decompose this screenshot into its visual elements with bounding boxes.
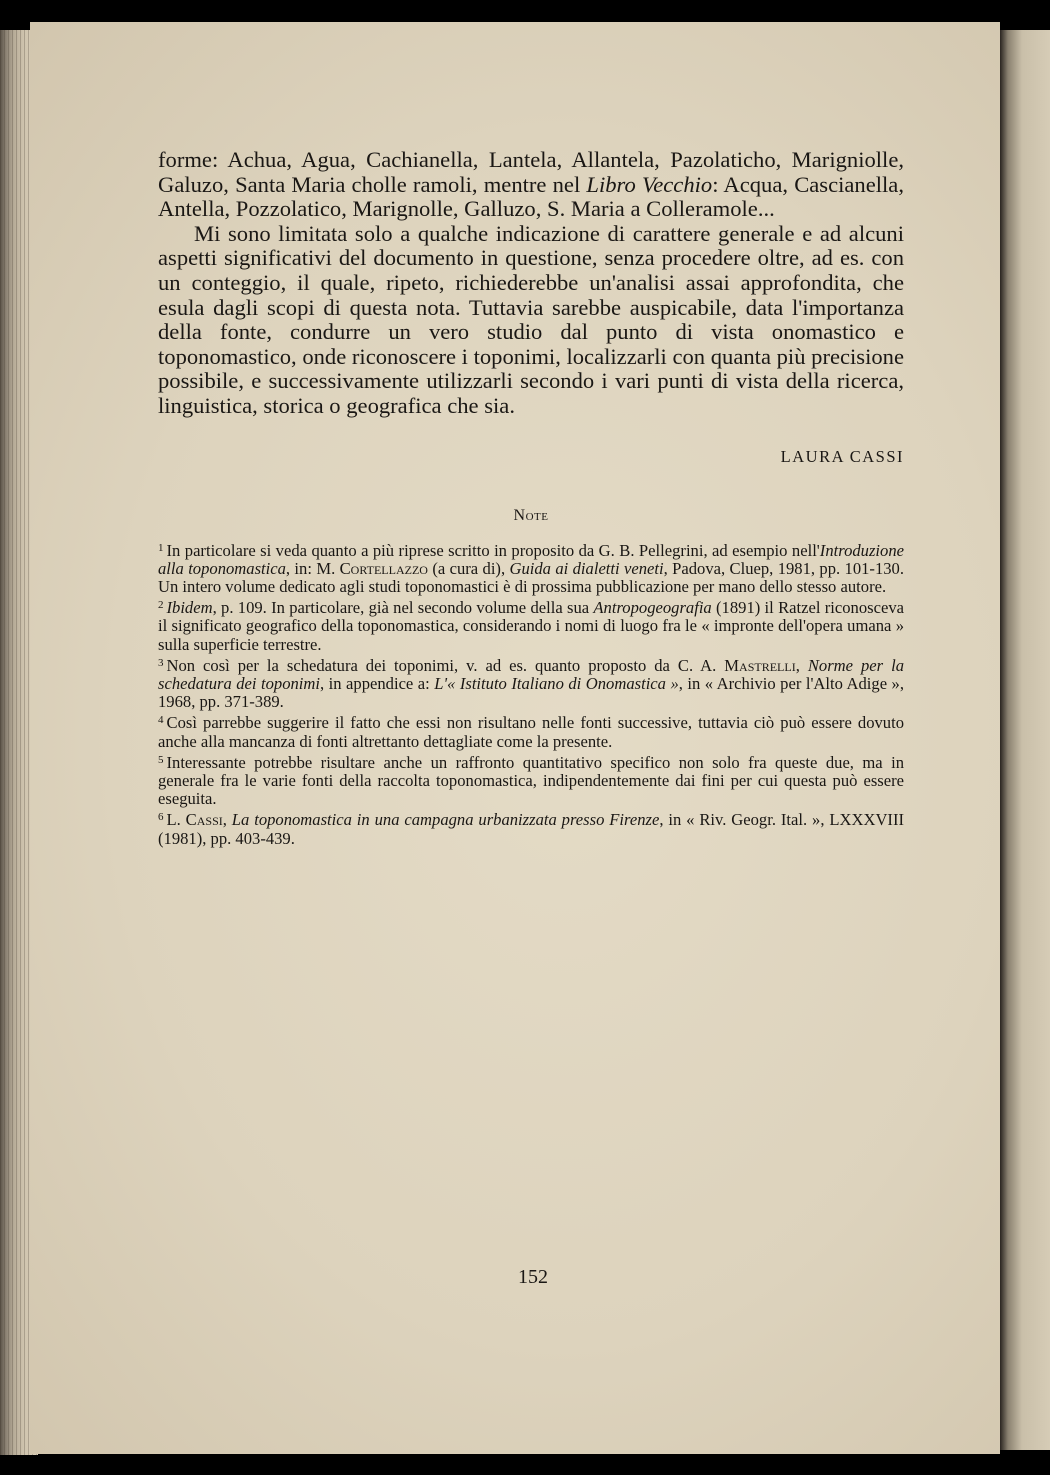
text-run: In particolare si veda quanto a più riprese scritto in proposito da G. B. Pellegrini, ad esempio nell'	[166, 540, 820, 560]
text-run: Mastrelli	[724, 655, 796, 675]
text-run: , in « Archivio per l'Alto Adige », 1968, pp. 371-389.	[158, 673, 904, 712]
text-run: Norme per la schedatura dei toponimi	[158, 655, 905, 693]
text-run: L'« Istituto Italiano di Onomastica »	[434, 673, 679, 693]
text-run: Cassi	[185, 810, 223, 830]
footnote-6	[158, 808, 904, 847]
text-run: , Padova, Cluep, 1981, pp. 101-130. Un intero volume dedicato agli studi toponomastici è di prossima pubblicazione per mano dello stesso autore.	[158, 558, 904, 596]
footnote-4	[158, 711, 904, 750]
footnote-number: 6	[158, 811, 164, 824]
footnote-3	[158, 654, 904, 712]
footnote-5	[158, 751, 904, 809]
text-run: Così parrebbe suggerire il fatto che essi non risultano nelle fonti successive, tuttavia ciò può essere dovuto anche alla mancanza di fonti altrettanto dettagliate come la presente.	[158, 713, 904, 751]
footnote-number: 4	[158, 714, 164, 727]
text-run: , in « Riv. Geogr. Ital. », LXXXVIII (1981), pp. 403-439.	[158, 810, 905, 848]
body-text	[158, 148, 904, 419]
text-run: La toponomastica in una campagna urbanizzata presso Firenze	[231, 810, 660, 830]
text-run: Cortellazzo	[339, 558, 428, 578]
page-number: 152	[518, 1266, 548, 1288]
text-run: Guida ai dialetti veneti	[509, 558, 664, 578]
text-run: ,	[795, 655, 808, 675]
text-run: Introduzione alla toponomastica	[158, 540, 904, 578]
footnote-2	[158, 596, 904, 654]
text-run: , in appendice a:	[320, 673, 435, 693]
footnote-number: 5	[158, 753, 164, 766]
footnote-1	[158, 539, 904, 597]
text-run: Non così per la schedatura dei toponimi, v. ad es. quanto proposto da C. A.	[166, 655, 725, 675]
page-content	[158, 148, 904, 848]
text-run: forme: Achua, Agua, Cachianella, Lantela, Allantela, Pazolaticho, Marigniolle, Galuzo, Santa Maria cholle ramoli, mentre nel	[158, 147, 904, 197]
text-run: Ibidem	[166, 598, 213, 618]
footnotes-list	[158, 539, 904, 848]
footnote-number: 3	[158, 656, 164, 669]
paragraph-continuation	[158, 148, 904, 222]
text-run: , in: M.	[285, 558, 340, 578]
text-run: (1891) il Ratzel riconosceva il significato geografico della toponomastica, considerando i nomi di luogo fra le « impronte dell'opera umana » sulla superficie terrestre.	[158, 598, 904, 654]
notes-heading: Note	[513, 506, 549, 524]
text-run: : Acqua, Cascianella, Antella, Pozzolatico, Marignolle, Galluzo, S. Maria a Colleramole...	[158, 171, 904, 222]
facing-page-edge	[1000, 30, 1050, 1450]
paragraph-conclusion	[158, 222, 904, 419]
text-run: Mi sono limitata solo a qualche indicazione di carattere generale e ad alcuni aspetti significativi del documento in questione, senza procedere oltre, ad es. con un conteggio, il quale, ripeto, richiederebbe un'analisi assai approfondita, che esula dagli scopi di questa nota. Tuttavia sarebbe auspicabile, data l'importanza della fonte, condurre un vero studio dal punto di vista onomastico e toponomastico, onde riconoscere i toponimi, localizzarli con quanta più precisione possibile, e successivamente utilizzarli secondo i vari punti di vista della ricerca, linguistica, storica o geografica che sia.	[158, 220, 904, 418]
text-run: Interessante potrebbe risultare anche un raffronto quantitativo specifico non solo fra queste due, ma in generale fra le varie fonti della raccolta toponomastica, indipendentemente dai fini per cui questa può essere eseguita.	[158, 752, 904, 809]
text-run: ,	[222, 810, 232, 830]
text-run: Libro Vecchio	[586, 171, 713, 197]
footnote-number: 2	[158, 599, 164, 612]
text-run: , p. 109. In particolare, già nel secondo volume della sua	[212, 598, 594, 618]
author-signature: LAURA CASSI	[780, 446, 904, 466]
text-run: L.	[166, 810, 186, 830]
text-run: Antropogeografia	[593, 598, 712, 618]
footnote-number: 1	[158, 541, 164, 554]
text-run: (a cura di),	[427, 558, 510, 578]
